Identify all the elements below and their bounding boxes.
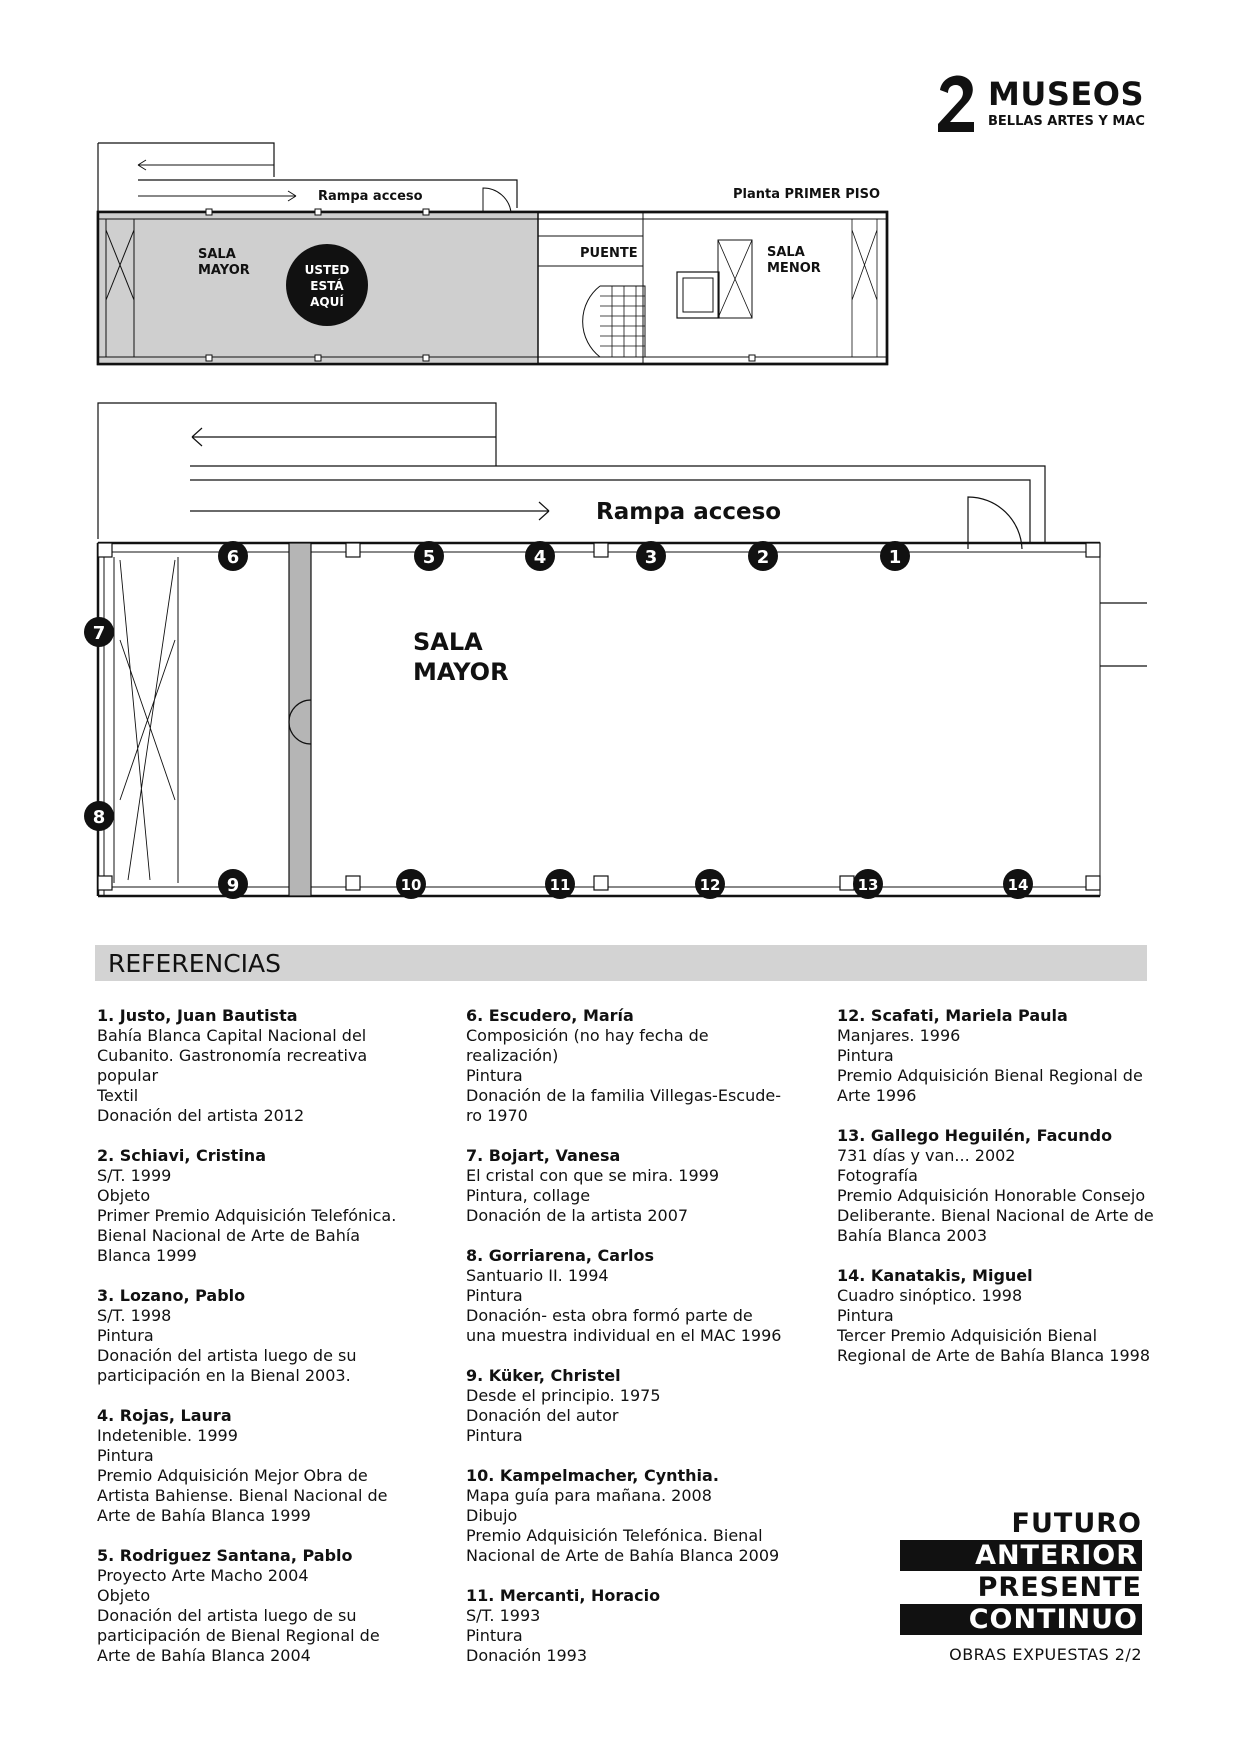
marker-10[interactable] (396, 869, 426, 899)
svg-text:3: 3 (644, 547, 658, 568)
reference-entry (466, 1366, 816, 1446)
svg-text:2: 2 (756, 547, 770, 568)
reference-detail: Arte de Bahía Blanca 2004 (97, 1646, 311, 1665)
references-column-2 (466, 1006, 816, 1686)
small-sala-menor-line-1: SALA (767, 245, 805, 260)
reference-artist: 11. Mercanti, Horacio (466, 1586, 661, 1605)
marker-2[interactable] (748, 541, 778, 571)
reference-detail: Objeto (97, 1586, 151, 1605)
reference-artist: 4. Rojas, Laura (97, 1406, 232, 1425)
reference-detail: Desde el principio. 1975 (466, 1386, 661, 1405)
reference-entry (466, 1006, 816, 1126)
reference-detail: El cristal con que se mira. 1999 (466, 1166, 720, 1185)
page-footer: OBRAS EXPUESTAS 2/2 (949, 1645, 1142, 1664)
reference-detail: Composición (no hay fecha de (466, 1026, 709, 1045)
small-ramp-label: Rampa acceso (318, 189, 423, 204)
usted-line-1: USTED (304, 263, 350, 277)
reference-artist: 7. Bojart, Vanesa (466, 1146, 621, 1165)
reference-artist: 10. Kampelmacher, Cynthia. (466, 1466, 719, 1485)
marker-7[interactable] (84, 617, 114, 647)
reference-detail: Artista Bahiense. Bienal Nacional de (97, 1486, 388, 1505)
reference-entry (466, 1246, 816, 1346)
reference-entry (97, 1546, 447, 1666)
reference-detail: Objeto (97, 1186, 151, 1205)
svg-text:10: 10 (400, 876, 422, 894)
reference-detail: Tercer Premio Adquisición Bienal (837, 1326, 1098, 1345)
svg-text:7: 7 (92, 623, 106, 644)
reference-detail: Indetenible. 1999 (97, 1426, 238, 1445)
reference-detail: Pintura (466, 1286, 523, 1305)
reference-detail: Pintura (97, 1326, 154, 1345)
reference-detail: Pintura, collage (466, 1186, 591, 1205)
reference-detail: Pintura (837, 1046, 894, 1065)
marker-1[interactable] (880, 541, 910, 571)
reference-detail: Deliberante. Bienal Nacional de Arte de (837, 1206, 1154, 1225)
marker-8[interactable] (84, 801, 114, 831)
reference-artist: 12. Scafati, Mariela Paula (837, 1006, 1068, 1025)
reference-artist: 2. Schiavi, Cristina (97, 1146, 266, 1165)
svg-text:1: 1 (888, 547, 902, 568)
marker-12[interactable] (695, 869, 725, 899)
reference-detail: S/T. 1998 (97, 1306, 172, 1325)
reference-detail: Premio Adquisición Honorable Consejo (837, 1186, 1146, 1205)
exhibition-word-1: FUTURO (1011, 1508, 1142, 1539)
reference-entry (466, 1586, 816, 1666)
reference-entry (837, 1266, 1187, 1366)
reference-detail: Blanca 1999 (97, 1246, 197, 1265)
reference-detail: Bienal Nacional de Arte de Bahía (97, 1226, 361, 1245)
reference-detail: Dibujo (466, 1506, 518, 1525)
exhibition-title (900, 1508, 1142, 1636)
big-sala-mayor-line-1: SALA (413, 628, 483, 656)
small-sala-menor-line-2: MENOR (767, 261, 821, 276)
reference-artist: 9. Küker, Christel (466, 1366, 621, 1385)
reference-detail: Donación de la artista 2007 (466, 1206, 689, 1225)
reference-detail: Primer Premio Adquisición Telefónica. (97, 1206, 397, 1225)
reference-entry (837, 1006, 1187, 1106)
reference-detail: popular (97, 1066, 159, 1085)
svg-text:9: 9 (226, 875, 240, 896)
svg-text:6: 6 (226, 547, 240, 568)
big-floor-plan (98, 403, 1147, 896)
floor-label: Planta PRIMER PISO (733, 187, 881, 202)
reference-detail: Premio Adquisición Mejor Obra de (97, 1466, 368, 1485)
marker-5[interactable] (414, 541, 444, 571)
reference-detail: realización) (466, 1046, 559, 1065)
reference-detail: Fotografía (837, 1166, 918, 1185)
reference-detail: Donación del artista luego de su (97, 1606, 357, 1625)
reference-detail: ro 1970 (466, 1106, 528, 1125)
marker-14[interactable] (1003, 869, 1033, 899)
reference-detail: Premio Adquisición Telefónica. Bienal (466, 1526, 763, 1545)
big-ramp-label: Rampa acceso (596, 499, 782, 525)
reference-entry (97, 1006, 447, 1126)
reference-detail: Arte 1996 (837, 1086, 917, 1105)
reference-detail: Cubanito. Gastronomía recreativa (97, 1046, 368, 1065)
reference-detail: Pintura (97, 1446, 154, 1465)
reference-detail: S/T. 1993 (466, 1606, 541, 1625)
big-sala-mayor-line-2: MAYOR (413, 658, 509, 686)
marker-11[interactable] (545, 869, 575, 899)
svg-text:12: 12 (699, 876, 721, 894)
reference-detail: Bahía Blanca Capital Nacional del (97, 1026, 367, 1045)
exhibition-word-2: ANTERIOR (900, 1540, 1142, 1571)
svg-text:13: 13 (857, 876, 879, 894)
reference-artist: 6. Escudero, María (466, 1006, 634, 1025)
marker-9[interactable] (218, 869, 248, 899)
reference-detail: Textil (97, 1086, 139, 1105)
reference-detail: Premio Adquisición Bienal Regional de (837, 1066, 1143, 1085)
reference-detail: Cuadro sinóptico. 1998 (837, 1286, 1023, 1305)
references-column-3 (837, 1006, 1187, 1386)
reference-detail: Mapa guía para mañana. 2008 (466, 1486, 712, 1505)
reference-artist: 13. Gallego Heguilén, Facundo (837, 1126, 1113, 1145)
exhibition-word-3: PRESENTE (977, 1572, 1142, 1603)
reference-entry (97, 1286, 447, 1386)
reference-detail: Donación de la familia Villegas-Escude- (466, 1086, 781, 1105)
reference-detail: Pintura (466, 1426, 523, 1445)
reference-detail: Pintura (466, 1066, 523, 1085)
reference-detail: Donación del artista 2012 (97, 1106, 305, 1125)
references-title: REFERENCIAS (108, 949, 282, 978)
exhibition-word-4: CONTINUO (900, 1604, 1142, 1635)
reference-entry (466, 1466, 816, 1566)
reference-detail: Santuario II. 1994 (466, 1266, 609, 1285)
reference-detail: una muestra individual en el MAC 1996 (466, 1326, 782, 1345)
small-sala-mayor-line-2: MAYOR (198, 263, 250, 278)
reference-detail: participación de Bienal Regional de (97, 1626, 380, 1645)
reference-detail: Proyecto Arte Macho 2004 (97, 1566, 309, 1585)
reference-detail: Pintura (466, 1626, 523, 1645)
logo-subtitle: BELLAS ARTES Y MAC (988, 114, 1145, 129)
logo-title: MUSEOS (988, 75, 1144, 113)
reference-detail: Donación del autor (466, 1406, 619, 1425)
reference-detail: Manjares. 1996 (837, 1026, 961, 1045)
reference-detail: Donación 1993 (466, 1646, 588, 1665)
reference-artist: 3. Lozano, Pablo (97, 1286, 246, 1305)
artwork-markers (84, 541, 1033, 899)
reference-detail: S/T. 1999 (97, 1166, 172, 1185)
references-column-1 (97, 1006, 447, 1686)
reference-detail: Arte de Bahía Blanca 1999 (97, 1506, 311, 1525)
reference-artist: 5. Rodriguez Santana, Pablo (97, 1546, 353, 1565)
marker-13[interactable] (853, 869, 883, 899)
reference-detail: Donación del artista luego de su (97, 1346, 357, 1365)
reference-artist: 8. Gorriarena, Carlos (466, 1246, 654, 1265)
marker-3[interactable] (636, 541, 666, 571)
reference-artist: 1. Justo, Juan Bautista (97, 1006, 298, 1025)
svg-text:11: 11 (549, 876, 571, 894)
reference-detail: Pintura (837, 1306, 894, 1325)
reference-entry (97, 1146, 447, 1266)
puente-label: PUENTE (580, 246, 638, 261)
marker-4[interactable] (525, 541, 555, 571)
marker-6[interactable] (218, 541, 248, 571)
reference-detail: participación en la Bienal 2003. (97, 1366, 351, 1385)
reference-detail: Donación- esta obra formó parte de (466, 1306, 753, 1325)
reference-artist: 14. Kanatakis, Miguel (837, 1266, 1033, 1285)
reference-detail: Bahía Blanca 2003 (837, 1226, 988, 1245)
reference-detail: 731 días y van... 2002 (837, 1146, 1016, 1165)
svg-text:5: 5 (422, 547, 436, 568)
small-sala-mayor-line-1: SALA (198, 247, 236, 262)
usted-line-3: AQUÍ (310, 295, 344, 309)
reference-detail: Nacional de Arte de Bahía Blanca 2009 (466, 1546, 780, 1565)
svg-text:4: 4 (533, 547, 547, 568)
usted-line-2: ESTÁ (310, 279, 344, 293)
reference-entry (837, 1126, 1187, 1246)
reference-entry (466, 1146, 816, 1226)
reference-entry (97, 1406, 447, 1526)
reference-detail: Regional de Arte de Bahía Blanca 1998 (837, 1346, 1151, 1365)
references-header (95, 945, 1147, 981)
svg-text:14: 14 (1007, 876, 1029, 894)
svg-text:8: 8 (92, 807, 106, 828)
